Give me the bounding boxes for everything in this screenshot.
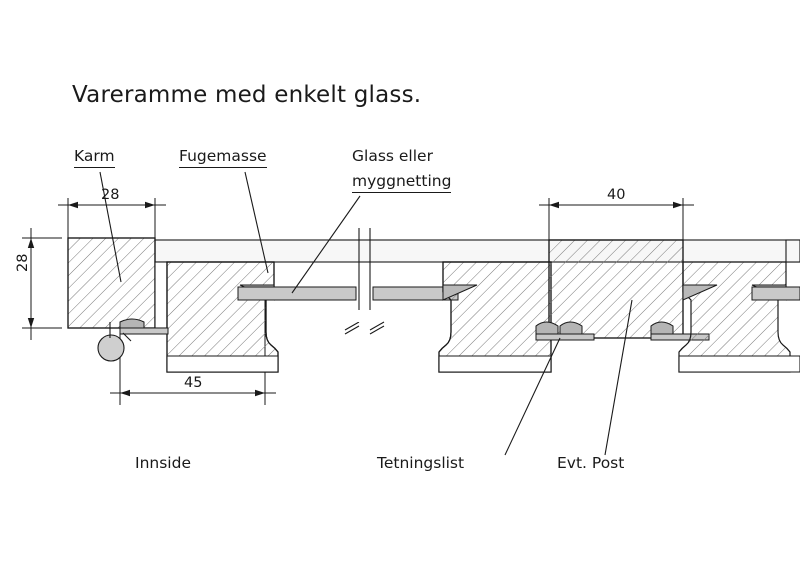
label-evt-post: Evt. Post	[557, 454, 625, 472]
label-karm: Karm	[74, 148, 115, 168]
label-tetningslist: Tetningslist	[377, 454, 465, 472]
label-fugemasse: Fugemasse	[179, 148, 267, 168]
dimension-top-left: 28	[101, 187, 120, 203]
label-glass-line1: Glass eller	[352, 147, 433, 165]
dimension-bottom-left: 45	[184, 375, 203, 391]
dimension-top-right: 40	[607, 187, 626, 203]
label-innside: Innside	[135, 454, 191, 472]
label-glass-line2: myggnetting	[352, 173, 451, 193]
page-title: Vareramme med enkelt glass.	[72, 82, 422, 108]
section-outline	[68, 228, 800, 372]
dimension-left-vertical: 28	[15, 253, 31, 272]
